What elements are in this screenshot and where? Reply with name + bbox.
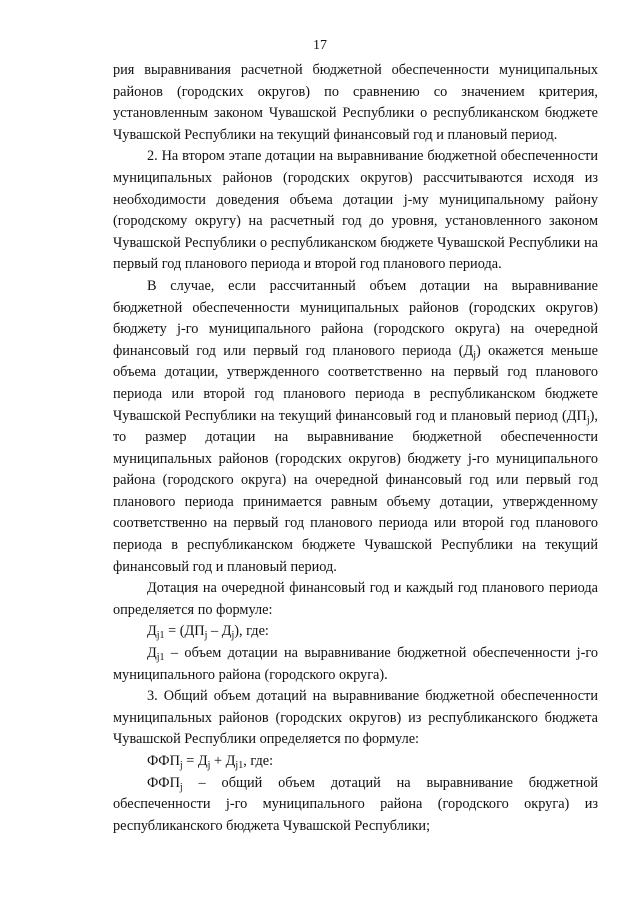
paragraph-continuation: рия выравнивания расчетной бюджетной обеспеченности муниципальных районов (городских округов) по сравнению со значением критерия, установленным законом Чувашской Республики о республиканском бюджете Чувашской Республики на текущий финансовый год и плановый период. xyxy=(113,62,598,143)
paragraph-case-condition: В случае, если рассчитанный объем дотации на выравнивание бюджетной обеспеченности муниципальных районов (городских округов) бюджету j-го муниципального района (городского округа) на очередной финансовый год или первый год планового периода $(Д_j)$ окажется меньше объема дотации, утвержденного соответственно на первый год планового периода или второй год планового периода в республиканском бюджете Чувашской Республики на текущий финансовый год и плановый период $(ДП_j)$, то размер дотации на выравнивание бюджетной обеспеченности муниципальных районов (городских округов) бюджету j-го муниципального района (городского округа) на очередной финансовый год или первый год планового периода принимается равным объему дотации, утвержденному соответственно на первый год планового периода или второй год планового периода в республиканском бюджете Чувашской Республики на текущий финансовый год и плановый период. xyxy=(113,277,599,575)
paragraph-second-stage: 2. На втором этапе дотации на выравнивание бюджетной обеспеченности муниципальных районов (городских округов) рассчитываются исходя из необходимости доведения объема дотации j-му муниципальному району (городскому округу) на расчетный год до уровня, установленного законом Чувашской Республики о республиканском бюджете Чувашской Республики на первый год планового периода и второй год планового периода. xyxy=(113,148,598,273)
document-body xyxy=(113,60,598,837)
paragraph-total-volume: 3. Общий объем дотаций на выравнивание бюджетной обеспеченности муниципальных районов (городских округов) из республиканского бюджета Чувашской Республики определяется по формуле: xyxy=(113,688,598,748)
page-number: 17 xyxy=(313,38,327,53)
paragraph-formula-intro: Дотация на очередной финансовый год и каждый год планового периода определяется по формуле: xyxy=(113,580,598,618)
paragraph-dj1-definition: $Д_{j1}$ – объем дотации на выравнивание бюджетной обеспеченности j-го муниципального района (городского округа). xyxy=(113,645,598,683)
formula-dj1: $Д_{j1} = (ДП_j - Д_j)$, где: xyxy=(147,623,269,642)
formula-ffpj: $ФФП_j = Д_j + Д_{j1}$, где: xyxy=(147,753,274,771)
paragraph-ffpj-definition: $ФФП_j$ – общий объем дотаций на выравнивание бюджетной обеспеченности j-го муниципального района (городского округа) из республиканского бюджета Чувашской Республики; xyxy=(113,774,598,834)
